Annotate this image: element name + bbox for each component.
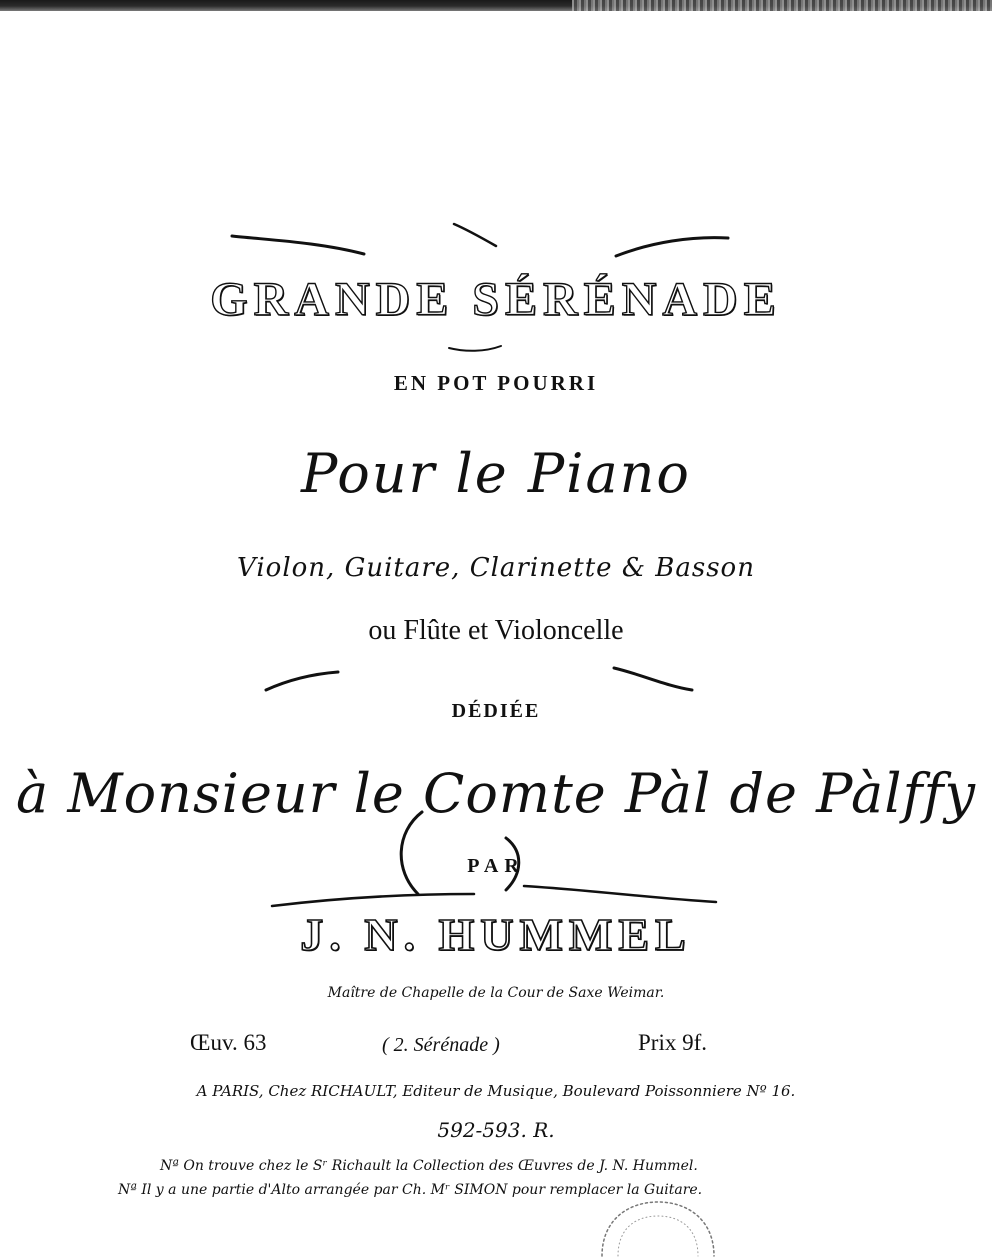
scan-edge-bar [0, 0, 992, 11]
title-ornament-right [612, 232, 732, 260]
composer-ornament-left [268, 890, 478, 910]
composer-ornament-right [520, 882, 720, 906]
title-underline-ornament [445, 338, 505, 354]
title-ornament-left [228, 228, 368, 258]
footnote-alto-part: Nª Il y a une partie d'Alto arrangée par Ch. Mʳ SIMON pour remplacer la Guitare. [118, 1182, 703, 1198]
opus-number: Œuv. 63 [190, 1030, 267, 1055]
work-subtitle: EN POT POURRI [393, 371, 599, 395]
instrument-list: Violon, Guitare, Clarinette & Basson [237, 553, 755, 583]
plate-number: 592-593. R. [437, 1118, 555, 1142]
scan-edge-speckle [572, 0, 992, 11]
dedication-ornament-left [262, 668, 342, 694]
serenade-number: ( 2. Sérénade ) [382, 1034, 500, 1056]
library-stamp [588, 1198, 728, 1257]
main-instrument: Pour le Piano [301, 442, 691, 505]
dedication-ornament-right [610, 664, 696, 694]
composer-name: J. N. HUMMEL [300, 909, 692, 960]
publisher-line: A PARIS, Chez RICHAULT, Editeur de Musique, Boulevard Poissonniere Nº 16. [196, 1082, 796, 1100]
composer-position: Maître de Chapelle de la Cour de Saxe Weimar. [327, 985, 665, 1001]
title-ornament-center [450, 220, 500, 250]
by-label: PAR [467, 855, 525, 877]
footnote-collection: Nª On trouve chez le Sʳ Richault la Collection des Œuvres de J. N. Hummel. [160, 1158, 698, 1174]
dedication-label: DÉDIÉE [451, 700, 541, 722]
alternative-instruments: ou Flûte et Violoncelle [368, 615, 624, 646]
par-bracket-left [388, 808, 428, 898]
dedicatee-name: à Monsieur le Comte Pàl de Pàlffy [16, 762, 976, 825]
price: Prix 9f. [638, 1030, 707, 1055]
work-title: GRANDE SÉRÉNADE [210, 273, 782, 326]
